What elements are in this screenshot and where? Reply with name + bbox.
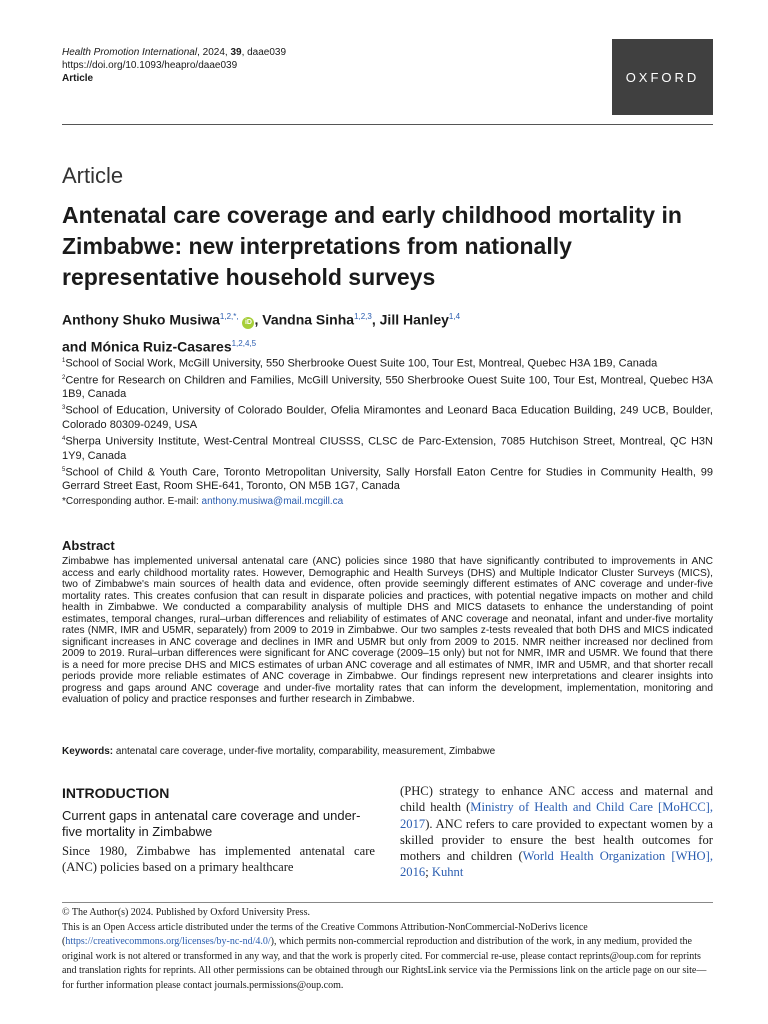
body-text: (PHC) strategy to enhance ANC access and maternal and child health ( xyxy=(400,784,713,815)
oxford-logo: OXFORD xyxy=(612,39,713,115)
subsection-heading: Current gaps in antenatal care coverage and under-five mortality in Zimbabwe xyxy=(62,808,361,839)
section-heading: INTRODUCTION xyxy=(62,785,170,801)
author-4-affil[interactable]: 1,2,4,5 xyxy=(231,338,257,348)
body-right-column xyxy=(400,783,713,881)
license-footer xyxy=(62,906,713,993)
corresponding-label: *Corresponding author. E-mail: xyxy=(62,496,202,508)
citation-link[interactable]: Ministry of Health and Child Care [MoHCC], 2017 xyxy=(400,800,713,831)
author-list xyxy=(62,305,713,358)
body-left-column: Since 1980, Zimbabwe has implemented antenatal care (ANC) policies based on a primary healthcare xyxy=(62,844,375,875)
author-4[interactable]: and Mónica Ruiz-Casares xyxy=(62,338,232,355)
abstract-text: Zimbabwe has implemented universal antenatal care (ANC) policies since 1980 that have significantly contributed to improvements in ANC access and early childhood mortality rates. However, Demographic and Health Surveys (DHS) and Multiple Indicator Cluster Surveys (MICS), two of Zimbabwe's main sources of health data and evidence, often provide seemingly different estimates of ANC coverage and under-five mortality rates. This creates confusion that can result in disparate policies and practices, with potential negative impacts on mother and child health in Zimbabwe. We conducted a comparability analysis of multiple DHS and MICS datasets to enhance the understanding of point estimates, temporal changes, rural–urban differences and reliability of estimates of ANC coverage and neonatal, infant and under-five mortality rates (NMR, IMR and U5MR, separately) from 2009 to 2019 in Zimbabwe. Our two samples z-tests revealed that both DHS and MICS indicated significant increases in ANC coverage and declines in IMR and U5MR but only from 2009 to 2015. NMR neither increased nor declined from 2009 to 2019. Rural–urban differences were significant for ANC coverage (2009–15 only) but not for NMR, IMR and U5MR. We found that there is a need for more precise DHS and MICS estimates of urban ANC coverage and all estimates of NMR, IMR and U5MR, and that shorter recall periods provide more reliable estimates of ANC coverage in Zimbabwe. Our findings represent new interpretations and clearer insights into progress and gaps around ANC coverage and under-five mortality rates that can inform the development, implementation, monitoring and evaluation of policy and practice responses and further research in Zimbabwe. xyxy=(62,556,713,705)
license-text-part: This is an Open Access article distributed under the terms of the Creative Commons Attribution-NonCommercial-NoDerivs licence ( xyxy=(62,921,588,947)
journal-article-id: , daae039 xyxy=(241,47,287,58)
affiliation-number: 3 xyxy=(62,405,66,412)
affiliation-text: Centre for Research on Children and Families, McGill University, 550 Sherbrooke Ouest Suite 100, Tour Est, Montreal, Quebec H3A 1B9, Canada xyxy=(62,374,713,401)
keywords-text: antenatal care coverage, under-five mortality, comparability, measurement, Zimbabwe xyxy=(115,746,496,757)
journal-volume: 39 xyxy=(230,47,242,58)
license-text-part: ), which permits non-commercial reproduction and distribution of the work, in any medium, provided the original work is not altered or transformed in any way, and that the work is properly cited. For commercial re-use, please contact reprints@oup.com for reprints and translation rights for reprints. All other permissions can be obtained through our RightsLink service via the Permissions link on the article page on our site—for further information please contact journals.permissions@oup.com. xyxy=(62,936,707,991)
journal-year: , 2024, xyxy=(197,47,231,58)
affiliation-5 xyxy=(62,463,713,494)
keywords xyxy=(62,746,713,757)
abstract-heading: Abstract xyxy=(62,538,115,553)
author-3[interactable]: , Jill Hanley xyxy=(371,311,449,328)
affiliation-text: School of Social Work, McGill University, 550 Sherbrooke Ouest Suite 100, Tour Est, Montreal, Quebec H3A 1B9, Canada xyxy=(65,357,658,370)
affiliation-number: 2 xyxy=(62,374,66,381)
corresponding-author xyxy=(62,495,713,509)
journal-meta xyxy=(62,46,286,85)
keywords-label: Keywords: xyxy=(62,746,116,757)
header-divider xyxy=(62,124,713,125)
license-link[interactable]: https://creativecommons.org/licenses/by-nc-nd/4.0/ xyxy=(65,936,271,947)
affiliation-text: School of Education, University of Colorado Boulder, Ofelia Miramontes and Leonard Baca Education Building, 249 UCB, Boulder, Colorado 80309-0249, USA xyxy=(62,404,713,431)
author-1-affil[interactable]: 1,2,*, xyxy=(219,312,239,321)
article-kind: Article xyxy=(62,163,124,188)
article-title: Antenatal care coverage and early childhood mortality in Zimbabwe: new interpretations from nationally representative household surveys xyxy=(62,202,682,290)
affiliation-number: 1 xyxy=(62,358,66,364)
body-text: ; xyxy=(425,865,432,880)
copyright-line: © The Author(s) 2024. Published by Oxford University Press. xyxy=(62,907,310,918)
affiliations xyxy=(62,354,713,509)
license-text xyxy=(62,921,713,994)
affiliation-text: School of Child & Youth Care, Toronto Metropolitan University, Sally Horsfall Eaton Centre for Studies in Community Health, 99 Gerrard Street East, Room SHE-641, Toronto, ON M5B 1G7, Canada xyxy=(62,466,713,493)
doi-link[interactable]: https://doi.org/10.1093/heapro/daae039 xyxy=(62,60,238,71)
footer-divider xyxy=(62,902,713,903)
affiliation-number: 4 xyxy=(62,435,66,442)
article-type: Article xyxy=(62,73,94,84)
author-3-affil[interactable]: 1,4 xyxy=(448,312,461,321)
affiliation-text: Sherpa University Institute, West-Central Montreal CIUSSS, CLSC de Parc-Extension, 7085 Hutchison Street, Montreal, QC H3N 1Y9, Canada xyxy=(62,435,713,462)
journal-name: Health Promotion International xyxy=(62,47,198,58)
affiliation-3 xyxy=(62,401,713,432)
citation-link[interactable]: World Health Organization [WHO], 2016 xyxy=(400,849,713,880)
author-1[interactable]: Anthony Shuko Musiwa xyxy=(62,311,220,328)
email-link[interactable]: anthony.musiwa@mail.mcgill.ca xyxy=(201,496,344,508)
body-text: ). ANC refers to care provided to expectant women by a skilled provider to ensure the best health outcomes for mothers and children ( xyxy=(400,816,713,864)
citation-link[interactable]: Kuhnt xyxy=(431,865,464,880)
affiliation-4 xyxy=(62,432,713,463)
orcid-icon[interactable]: iD xyxy=(242,317,254,329)
affiliation-2 xyxy=(62,371,713,402)
author-2-affil[interactable]: 1,2,3 xyxy=(354,312,372,321)
author-2[interactable]: , Vandna Sinha xyxy=(254,311,355,328)
affiliation-number: 5 xyxy=(62,466,66,473)
affiliation-1 xyxy=(62,354,713,371)
